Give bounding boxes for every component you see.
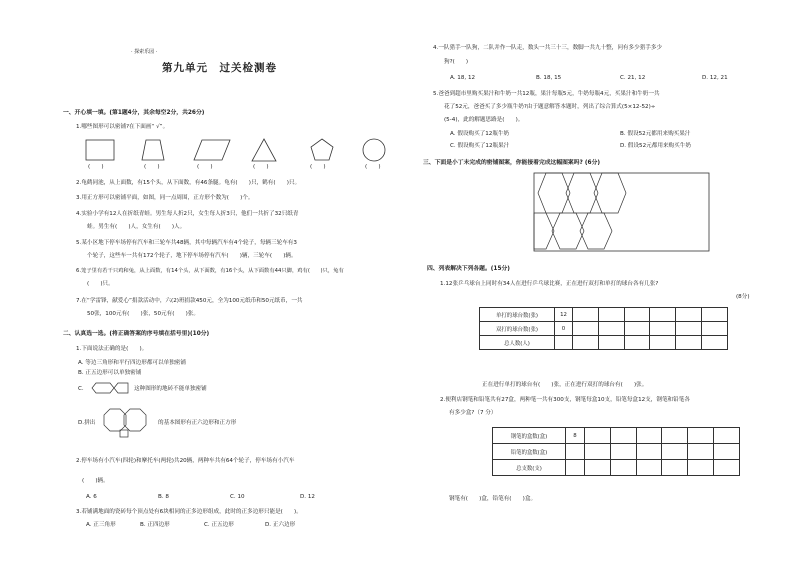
s1-q5a: 5.某小区地下停车场停有汽车和三轮车共48辆，其中每辆汽车有4个轮子，每辆三轮车有3 [76,240,297,246]
table-ping-pong [479,307,728,350]
cell[interactable] [566,444,585,460]
s2-q3-opt-d: D. 正六边形 [265,522,296,528]
s1-q4a: 4.实验小学有12人在折纸青蛙。男生每人折2只，女生每人折3只，他们一共折了32只纸青 [76,211,299,217]
s2-q1-opt-a: A. 等边三角形和平行四边形都可以单独密铺 [78,360,186,366]
tiling-shapes [80,137,400,167]
cell[interactable] [688,444,714,460]
cell[interactable] [566,460,585,476]
s2-q3: 3.若铺满地面的瓷砖每个顶点处有6块相同的正多边形组成，此时的正多边形只能是( )。 [76,509,302,515]
s1-q1-blank-1: ( ) [88,164,104,170]
row-label: 双打的球台数(张) [480,322,555,336]
s1-q7a: 7.在“学雷锋，献爱心”捐款活动中，六(2)班捐款450元，全为100元纸币和50元纸币，一共 [76,298,303,304]
s1-q6b: ( )只。 [87,281,114,287]
row-label: 钢笔的盒数(盒) [493,428,566,444]
cell[interactable] [714,444,740,460]
s4-p1-answer: 正在进行单打的球台有( )张，正在进行双打的球台有( )张。 [482,382,648,388]
cell[interactable] [555,336,573,350]
cell[interactable] [610,460,636,476]
s1-q1: 1.哪些图形可以密铺?在下面画“ √”。 [76,124,169,130]
section-2-title: 二、认真选一选。(将正确答案的序号填在括号里)(10分) [63,331,210,337]
cell[interactable] [598,308,624,322]
cell[interactable] [573,322,599,336]
s4-p2b: 有多少盒?（7 分） [449,410,497,416]
s2-q2-opt-a: A. 6 [86,494,97,500]
hexagon-tiles [534,173,626,249]
s1-q6a: 6.笼子里有若干只鸡和兔，从上面数，有14个头，从下面数，有16个头，从下面数有44只脚，鸡有( )只，兔有 [76,268,344,274]
tiling-frame [534,173,709,251]
header-tag: · 探索乐园 · [131,49,158,55]
pentagon-shape [311,139,333,160]
s2-q5-opt-b: B. 假设52元都用来购买果汁 [620,131,691,137]
table-row [493,444,740,460]
cell[interactable] [688,460,714,476]
s2-q3-opt-a: A. 正三角形 [86,522,116,528]
cell[interactable]: 8 [566,428,585,444]
triangle-shape [252,139,276,161]
s2-q1-opt-b: B. 正五边形可以单独密铺 [78,370,142,376]
cell[interactable]: 0 [555,322,573,336]
row-label: 单打的球台数(张) [480,308,555,322]
s2-q5b: 花了52元，爸爸买了多少瓶牛奶?由于题意解答本题时，列出了综合算式(5×12-52)÷ [444,104,656,110]
cell[interactable] [650,322,676,336]
row-label: 总人数(人) [480,336,555,350]
cell[interactable] [714,460,740,476]
table-row [480,308,728,322]
s2-q1-opt-d-label: D.拼出 [78,420,96,426]
cell[interactable] [662,444,688,460]
s2-q2-opt-c: C. 10 [230,494,245,500]
cell[interactable]: 12 [555,308,573,322]
cell[interactable] [636,444,662,460]
cell[interactable] [624,308,650,322]
s2-q4-opt-c: C. 21, 12 [620,75,646,81]
section-4-title: 四、列表解决下列各题。(15分) [427,266,510,272]
cell[interactable] [662,428,688,444]
s2-q2b: ( )辆。 [82,478,109,484]
s4-p1: 1.12张乒乓球台上同时有34人在进行乒乓球比赛，正在进行双打和单打的球台各有几张? [440,281,659,287]
s1-q1-blank-4: ( ) [253,164,269,170]
section-3-title: 三、下面是小丁未完成的密铺图案，你能接着完成这幅图案吗? (6分) [423,160,601,166]
table-row [480,322,728,336]
cell[interactable] [585,428,611,444]
cell[interactable] [688,428,714,444]
tiling-pattern-figure [534,173,714,253]
s2-q5-opt-d: D. 假设52元都用来购买牛奶 [620,143,691,149]
trapezoid-shape [142,140,164,160]
cell[interactable] [662,460,688,476]
row-label: 总支数(支) [493,460,566,476]
s2-q2-opt-b: B. 8 [158,494,169,500]
cell[interactable] [573,336,599,350]
s1-q1-blank-6: ( ) [365,164,381,170]
cell[interactable] [650,308,676,322]
table-row [480,336,728,350]
cell[interactable] [573,308,599,322]
cell[interactable] [585,444,611,460]
s1-q2: 2.龟鹤同池，从上面数，有15个头，从下面数，有46条腿。龟有( )只，鹤有( )只。 [76,180,301,186]
s2-q4b: 狗?( ) [444,59,469,65]
circle-shape [363,139,385,161]
s1-q5b: 个轮子，这些车一共有172个轮子，地下停车场停有汽车( )辆，三轮车( )辆。 [87,253,297,259]
row-label: 铅笔的盒数(盒) [493,444,566,460]
s2-q5-opt-a: A. 假设购买了12瓶牛奶 [450,131,510,137]
cell[interactable] [714,428,740,444]
cell[interactable] [610,428,636,444]
cell[interactable] [676,336,702,350]
cell[interactable] [702,336,728,350]
parallelogram-shape [194,140,230,160]
s1-q1-blank-3: ( ) [197,164,213,170]
s2-q4-opt-a: A. 18, 12 [450,75,476,81]
section-1-title: 一、开心填一填。(第1题4分，其余每空2分，共26分) [63,110,205,116]
s2-q4a: 4.一队猎手一队狗，二队并作一队走，数头一共三十三，数脚一共九十整，问有多少猎手多少 [433,45,663,51]
s2-q1-opt-d: 的基本图形有正六边形和正方形 [158,420,237,426]
s1-q1-blank-2: ( ) [144,164,160,170]
s2-q1-opt-c: 这种图形的地砖不能单独密铺 [134,386,207,392]
cell[interactable] [598,322,624,336]
s4-p2-answer: 钢笔有( )盒，铅笔有( )盒。 [449,496,537,502]
table-row [493,460,740,476]
s2-q2-opt-d: D. 12 [300,494,315,500]
cell[interactable] [676,308,702,322]
page-title: 第九单元 过关检测卷 [162,62,277,74]
cell[interactable] [598,336,624,350]
s2-q5a: 5.爸爸到超市里购买果汁和牛奶一共12瓶，果汁每瓶5元，牛奶每瓶4元，买果汁和牛奶一共 [433,91,660,97]
s1-q4b: 蛙。男生有( )人，女生有( )人。 [87,224,186,230]
cell[interactable] [676,322,702,336]
cell[interactable] [610,444,636,460]
cell[interactable] [650,336,676,350]
cell[interactable] [585,460,611,476]
rectangle-shape [86,140,114,160]
cell[interactable] [702,322,728,336]
s4-p2a: 2.便利店钢笔和铅笔共有27盒，两种笔一共有300支，钢笔每盒10支，铅笔每盒12支，钢笔和铅笔各 [440,397,690,403]
s2-q1-opt-c-label: C. [78,386,84,392]
s1-q7b: 50张，100元有( )张，50元有( )张。 [87,311,199,317]
s2-q5c: (5-4)，此的解题思路是( )。 [444,117,524,123]
s2-q2a: 2.停车场有小汽车(四轮)和摩托车(两轮)共20辆，两种车共有64个轮子，停车场有小汽车 [76,458,295,464]
table-pens [492,427,740,476]
cell[interactable] [624,336,650,350]
cell[interactable] [636,428,662,444]
hexagon-strip-figure [92,382,132,394]
s2-q4-opt-b: B. 18, 15 [536,75,562,81]
s2-q3-opt-b: B. 正四边形 [140,522,170,528]
table-row [493,428,740,444]
cell[interactable] [624,322,650,336]
s1-q3: 3.用正方形可以密铺平面，如图，同一点周围，正方形个数为( )个。 [76,195,254,201]
s2-q3-opt-c: C. 正五边形 [204,522,234,528]
s4-p1-score: (8分) [736,294,750,300]
s2-q4-opt-d: D. 12, 21 [702,75,728,81]
cell[interactable] [636,460,662,476]
s1-q1-blank-5: ( ) [310,164,326,170]
s2-q5-opt-c: C. 假设购买了12瓶果汁 [450,143,510,149]
cell[interactable] [702,308,728,322]
s2-q1: 1.下面说法正确的是( )。 [76,346,148,352]
octagon-square-figure [102,408,156,438]
